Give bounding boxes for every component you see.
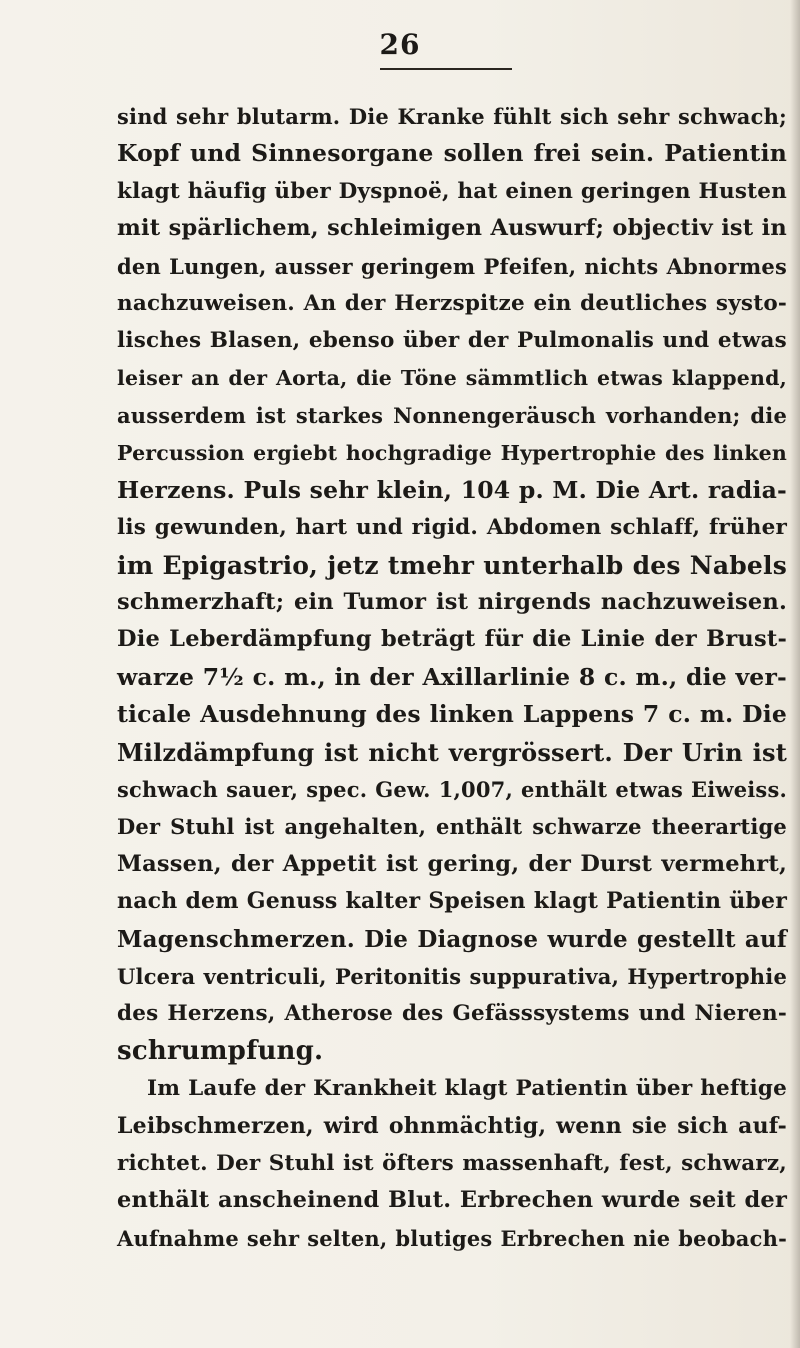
text-line: Percussion ergiebt hochgradige Hypertrophie des linken bbox=[117, 440, 787, 465]
text-line: Der Stuhl ist angehalten, enthält schwarze theerartige bbox=[117, 814, 787, 840]
text-line: Im Laufe der Krankheit klagt Patientin über heftige bbox=[147, 1076, 787, 1102]
text-line: nachzuweisen. An der Herzspitze ein deutliches systo- bbox=[117, 290, 787, 316]
text-line: Leibschmerzen, wird ohnmächtig, wenn sie sich auf- bbox=[117, 1112, 787, 1139]
page-edge-shadow bbox=[790, 0, 800, 1348]
text-line: enthält anscheinend Blut. Erbrechen wurde seit der bbox=[117, 1187, 787, 1214]
text-line: Aufnahme sehr selten, blutiges Erbrechen nie beobach- bbox=[117, 1225, 787, 1251]
page-number-rule bbox=[380, 68, 512, 70]
text-line: Ulcera ventriculi, Peritonitis suppurativa, Hypertrophie bbox=[117, 963, 787, 989]
text-line: warze 7½ c. m., in der Axillarlinie 8 c. m., die ver- bbox=[117, 662, 787, 691]
text-line: nach dem Genuss kalter Speisen klagt Patientin über bbox=[117, 888, 787, 915]
text-line: Die Leberdämpfung beträgt für die Linie der Brust- bbox=[117, 626, 787, 653]
text-line: des Herzens, Atherose des Gefässsystems und Nieren- bbox=[117, 1001, 787, 1027]
text-line: Magenschmerzen. Die Diagnose wurde gestellt auf bbox=[117, 925, 787, 953]
text-line: ticale Ausdehnung des linken Lappens 7 c. m. Die bbox=[117, 700, 787, 729]
page-number: 26 bbox=[379, 28, 421, 61]
text-line: schmerzhaft; ein Tumor ist nirgends nachzuweisen. bbox=[117, 589, 787, 616]
text-line: klagt häufig über Dyspnoë, hat einen geringen Husten bbox=[117, 178, 787, 204]
text-line: sind sehr blutarm. Die Kranke fühlt sich sehr schwach; bbox=[117, 104, 787, 129]
text-line: lis gewunden, hart und rigid. Abdomen schlaff, früher bbox=[117, 515, 787, 541]
text-line: lisches Blasen, ebenso über der Pulmonalis und etwas bbox=[117, 328, 787, 354]
text-line: Milzdämpfung ist nicht vergrössert. Der Urin ist bbox=[117, 737, 787, 767]
text-line: mit spärlichem, schleimigen Auswurf; objectiv ist in bbox=[117, 215, 787, 242]
text-line: Herzens. Puls sehr klein, 104 p. M. Die Art. radia- bbox=[117, 475, 787, 504]
text-line: leiser an der Aorta, die Töne sämmtlich etwas klappend, bbox=[117, 365, 787, 390]
text-line: im Epigastrio, jetz tmehr unterhalb des Nabels bbox=[117, 550, 787, 580]
text-line: Massen, der Appetit ist gering, der Durst vermehrt, bbox=[117, 850, 787, 877]
text-line: den Lungen, ausser geringem Pfeifen, nichts Abnormes bbox=[117, 253, 787, 279]
body-text bbox=[117, 98, 787, 1257]
text-line: Kopf und Sinnesorgane sollen frei sein. Patientin bbox=[117, 139, 787, 168]
text-line: ausserdem ist starkes Nonnengeräusch vorhanden; die bbox=[117, 403, 787, 429]
text-line: schrumpfung. bbox=[117, 1035, 324, 1066]
text-line: richtet. Der Stuhl ist öfters massenhaft, fest, schwarz, bbox=[117, 1150, 787, 1176]
text-line: schwach sauer, spec. Gew. 1,007, enthält etwas Eiweiss. bbox=[117, 777, 787, 803]
